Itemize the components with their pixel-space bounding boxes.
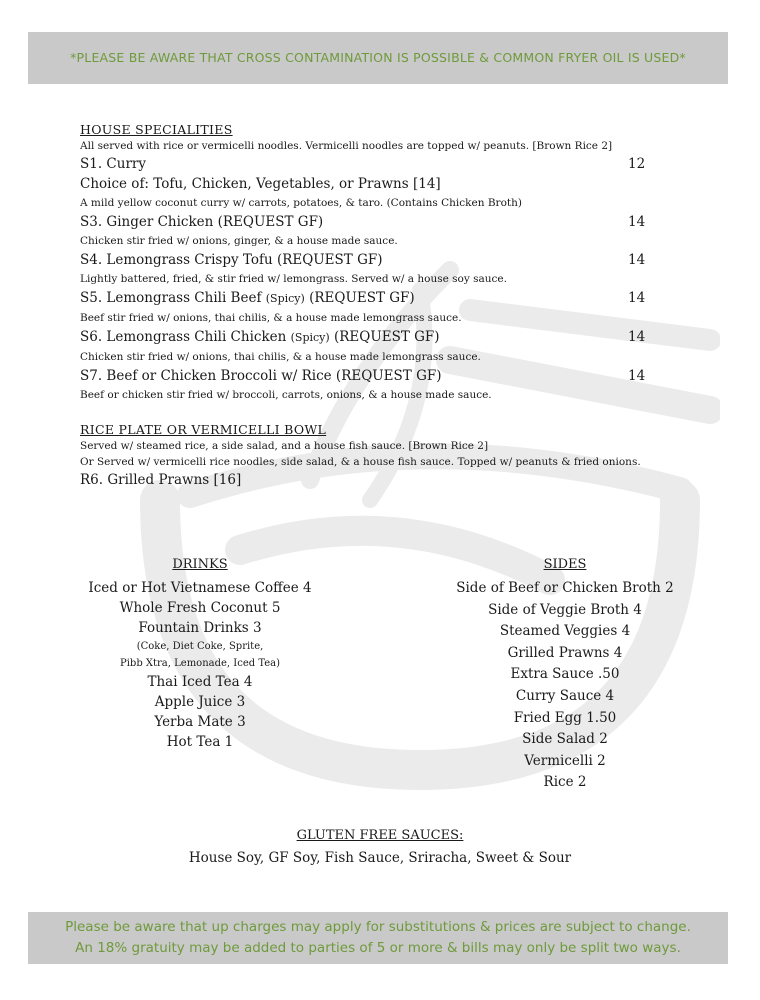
spicy-label: (Spicy) <box>265 292 305 305</box>
drink-item: Iced or Hot Vietnamese Coffee 4 <box>88 580 312 596</box>
item-price: 12 <box>628 156 646 172</box>
drink-item: Whole Fresh Coconut 5 <box>119 600 281 616</box>
drink-note: Pibb Xtra, Lemonade, Iced Tea) <box>119 658 280 669</box>
rice-item: R6. Grilled Prawns [16] <box>80 472 242 488</box>
rice-section-title: RICE PLATE OR VERMICELLI BOWL <box>80 422 327 437</box>
item-price: 14 <box>628 252 646 268</box>
menu-item: S3. Ginger Chicken (REQUEST GF) 14 <box>80 214 646 230</box>
cross-contamination-notice: *PLEASE BE AWARE THAT CROSS CONTAMINATION IS POSSIBLE & COMMON FRYER OIL IS USED* <box>28 32 728 84</box>
rice-note: Or Served w/ vermicelli rice noodles, side salad, & a house fish sauce. Topped w/ peanuts & fried onions. <box>80 456 641 468</box>
drink-item: Apple Juice 3 <box>154 694 246 710</box>
pricing-notice <box>28 912 728 964</box>
rice-note: Served w/ steamed rice, a side salad, and a house fish sauce. [Brown Rice 2] <box>80 440 489 452</box>
drinks-section <box>80 556 320 752</box>
drink-item: Fountain Drinks 3 <box>138 620 262 636</box>
gluten-free-sauces-section <box>80 826 680 870</box>
item-description: Chicken stir fried w/ onions, ginger, & a house made sauce. <box>80 235 398 247</box>
side-item: Vermicelli 2 <box>524 752 606 769</box>
side-item: Fried Egg 1.50 <box>513 709 617 726</box>
sides-section <box>440 556 690 794</box>
item-description: A mild yellow coconut curry w/ carrots, potatoes, & taro. (Contains Chicken Broth) <box>80 197 522 209</box>
house-specialities-section <box>80 122 660 490</box>
drink-item: Yerba Mate 3 <box>154 714 246 730</box>
side-item: Side of Veggie Broth 4 <box>488 601 642 618</box>
side-item: Curry Sauce 4 <box>515 687 615 704</box>
drink-note: (Coke, Diet Coke, Sprite, <box>136 641 264 652</box>
drink-item: Hot Tea 1 <box>166 734 234 750</box>
item-description: Beef stir fried w/ onions, thai chilis, & a house made lemongrass sauce. <box>80 312 462 324</box>
item-price: 14 <box>628 290 646 306</box>
side-item: Grilled Prawns 4 <box>507 644 623 661</box>
side-item: Side of Beef or Chicken Broth 2 <box>456 580 674 596</box>
sides-title: SIDES <box>543 557 587 572</box>
spicy-label: (Spicy) <box>290 331 330 344</box>
menu-item: S5. Lemongrass Chili Beef (Spicy) (REQUEST GF) 14 <box>80 290 646 306</box>
menu-item: S4. Lemongrass Crispy Tofu (REQUEST GF) 14 <box>80 252 646 268</box>
item-description: Lightly battered, fried, & stir fried w/ lemongrass. Served w/ a house soy sauce. <box>80 273 507 285</box>
menu-item: S1. Curry 12 <box>80 156 646 172</box>
drinks-title: DRINKS <box>172 557 228 572</box>
gluten-free-list: House Soy, GF Soy, Fish Sauce, Sriracha, Sweet & Sour <box>188 850 572 866</box>
menu-item: S6. Lemongrass Chili Chicken (Spicy) (REQUEST GF) 14 <box>80 329 646 345</box>
section-note: All served with rice or vermicelli noodles. Vermicelli noodles are topped w/ peanuts. [Brown Rice 2] <box>80 140 613 152</box>
pricing-notice-line: Please be aware that up charges may apply for substitutions & prices are subject to change. <box>65 919 691 935</box>
gratuity-notice-line: An 18% gratuity may be added to parties of 5 or more & bills may only be split two ways. <box>75 940 681 956</box>
item-price: 14 <box>628 329 646 345</box>
item-description: Chicken stir fried w/ onions, thai chilis, & a house made lemongrass sauce. <box>80 351 481 363</box>
menu-item: S7. Beef or Chicken Broccoli w/ Rice (REQUEST GF) 14 <box>80 368 646 384</box>
side-item: Steamed Veggies 4 <box>499 623 631 640</box>
side-item: Extra Sauce .50 <box>510 666 620 683</box>
section-title: HOUSE SPECIALITIES <box>80 122 233 137</box>
menu-item-choice: Choice of: Tofu, Chicken, Vegetables, or Prawns [14] <box>80 176 441 192</box>
item-price: 14 <box>628 214 646 230</box>
item-price: 14 <box>628 368 646 384</box>
gluten-free-title: GLUTEN FREE SAUCES: <box>296 828 464 843</box>
side-item: Rice 2 <box>543 774 587 791</box>
side-item: Side Salad 2 <box>522 731 608 748</box>
drink-item: Thai Iced Tea 4 <box>147 674 253 690</box>
item-description: Beef or chicken stir fried w/ broccoli, carrots, onions, & a house made sauce. <box>80 389 492 401</box>
